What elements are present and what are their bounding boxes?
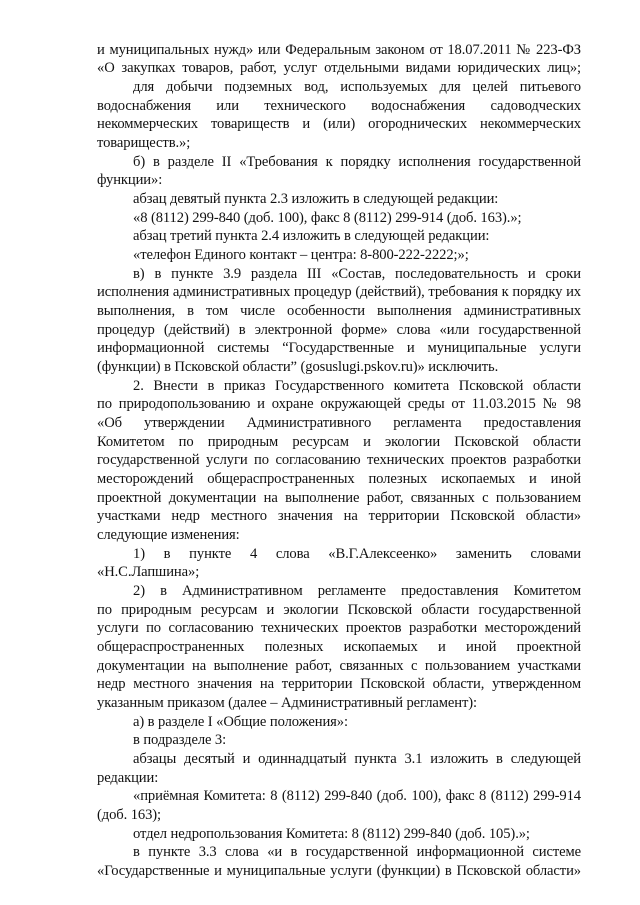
text-line: услуги по согласованию технических проектов разработки месторождений xyxy=(97,620,581,636)
text-line: 2) в Административном регламенте предоставления Комитетом xyxy=(133,583,581,599)
text-line: 2. Внести в приказ Государственного комитета Псковской области xyxy=(133,378,581,394)
text-line: «8 (8112) 299-840 (доб. 100), факс 8 (8112) 299-914 (доб. 163).»; xyxy=(133,210,522,226)
text-line: абзацы десятый и одиннадцатый пункта 3.1 изложить в следующей xyxy=(133,751,581,767)
text-line: «приёмная Комитета: 8 (8112) 299-840 (доб. 100), факс 8 (8112) 299-914 xyxy=(133,788,581,804)
text-line: общераспространенных полезных ископаемых и иной проектной xyxy=(97,639,581,655)
text-line: для добычи подземных вод, используемых для целей питьевого xyxy=(133,79,581,95)
text-line: функции»: xyxy=(97,172,163,188)
text-line: в) в пункте 3.9 раздела III «Состав, последовательность и сроки xyxy=(133,266,581,282)
text-line: процедур (действий) в электронной форме» слова «или государственной xyxy=(97,322,581,338)
text-line: водоснабжения или технического водоснабжения садоводческих xyxy=(97,98,581,114)
text-line: по природопользованию и охране окружающей среды от 11.03.2015 № 98 xyxy=(97,396,581,412)
text-line: государственной услуги по согласованию технических проектов разработки xyxy=(97,452,581,468)
text-line: и муниципальных нужд» или Федеральным законом от 18.07.2011 № 223-ФЗ xyxy=(97,42,581,58)
text-line: в пункте 3.3 слова «и в государственной информационной системе xyxy=(133,844,581,860)
text-line: 1) в пункте 4 слова «В.Г.Алексеенко» заменить словами xyxy=(133,546,581,562)
text-line: (доб. 163); xyxy=(97,807,162,823)
text-line: выполнения, в том числе особенности выполнения административных xyxy=(97,303,581,319)
text-line: «Государственные и муниципальные услуги (функции) в Псковской области» xyxy=(97,863,581,879)
text-line: следующие изменения: xyxy=(97,527,240,543)
text-line: в подразделе 3: xyxy=(133,732,227,748)
text-line: участками недр местного значения на территории Псковской области» xyxy=(97,508,581,524)
text-line: абзац третий пункта 2.4 изложить в следующей редакции: xyxy=(133,228,490,244)
text-line: абзац девятый пункта 2.3 изложить в следующей редакции: xyxy=(133,191,499,207)
text-line: (функции) в Псковской области” (gosuslugi.pskov.ru)» исключить. xyxy=(97,359,499,375)
text-line: недр местного значения на территории Псковской области, утвержденном xyxy=(97,676,581,692)
text-line: информационной системы “Государственные и муниципальные услуги xyxy=(97,340,581,356)
text-line: указанным приказом (далее – Административный регламент): xyxy=(97,695,477,711)
text-line: а) в разделе I «Общие положения»: xyxy=(133,714,348,730)
text-line: «телефон Единого контакт – центра: 8-800-222-2222;»; xyxy=(133,247,469,263)
text-line: некоммерческих товариществ и (или) огороднических некоммерческих xyxy=(97,116,581,132)
text-line: отдел недропользования Комитета: 8 (8112) 299-840 (доб. 105).»; xyxy=(133,826,530,842)
text-line: б) в разделе II «Требования к порядку исполнения государственной xyxy=(133,154,581,170)
text-line: редакции: xyxy=(97,770,159,786)
text-line: «Об утверждении Административного регламента предоставления xyxy=(97,415,581,431)
text-line: исполнения административных процедур (действий), требования к порядку их xyxy=(97,284,581,300)
text-line: по природным ресурсам и экологии Псковской области государственной xyxy=(97,602,581,618)
text-line: документации на выполнение работ, связанных с пользованием участками xyxy=(97,658,581,674)
text-line: месторождений общераспространенных полезных ископаемых и иной xyxy=(97,471,581,487)
text-line: Комитетом по природным ресурсам и экологии Псковской области xyxy=(97,434,581,450)
text-line: проектной документации на выполнение работ, связанных с пользованием xyxy=(97,490,581,506)
text-line: товариществ.»; xyxy=(97,135,191,151)
text-line: «Н.С.Лапшина»; xyxy=(97,564,200,580)
text-line: «О закупках товаров, работ, услуг отдельными видами юридических лиц»; xyxy=(97,60,581,76)
